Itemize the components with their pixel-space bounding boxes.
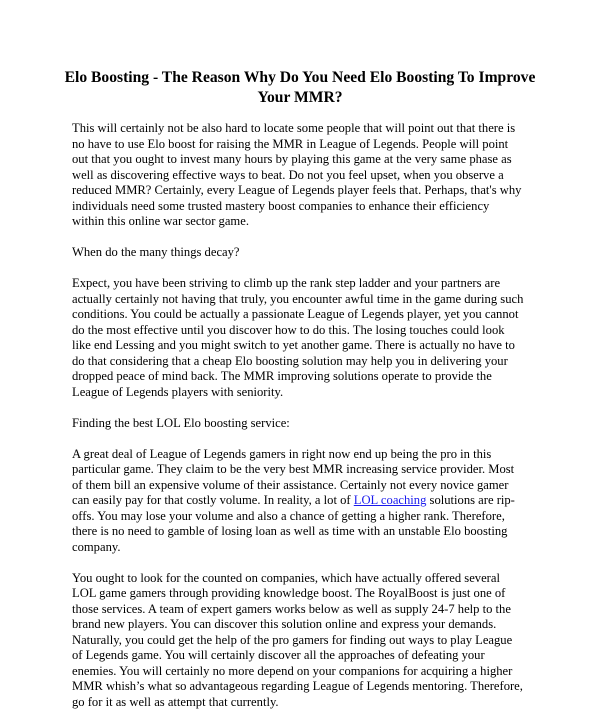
lol-coaching-link[interactable]: LOL coaching (353, 493, 427, 507)
paragraph-decay-heading: When do the many things decay? (72, 245, 240, 259)
document-title: Elo Boosting - The Reason Why Do You Need Elo Boosting To Improve Your MMR? (64, 69, 536, 106)
paragraph-climb: Expect, you have been striving to climb up the rank step ladder and your partners are actually certainly not having that truly, you encounter awful time in the game during such conditions. You could be actually a passionate League of Legends player, yet you cannot do the most effective until you discover how to do this. The losing touches could look like end Lessing and you might switch to yet another game. There is actually no have to do that considering that a cheap Elo boosting solution may help you in delivering your dropped peace of mind back. The MMR improving solutions operate to provide the League of Legends players with seniority. (72, 276, 524, 399)
paragraph-gamers (72, 447, 524, 556)
paragraph-gamers-text-after: solutions are rip-offs. You may lose your volume and also a chance of getting a higher rank. Therefore, there is no need to gamble of losing loan as well as time with an unstable Elo boosting company. (72, 493, 515, 554)
paragraph-finding-heading: Finding the best LOL Elo boosting service: (72, 415, 290, 430)
paragraph-gamers-text-before: A great deal of League of Legends gamers in right now end up being the pro in this particular game. They claim to be the very best MMR increasing service provider. Most of them bill an expensive volume of their assistance. Certainly not every novice gamer can easily pay for that costly volume. In reality, a lot of (72, 446, 515, 507)
paragraph-intro: This will certainly not be also hard to locate some people that will point out that there is no have to use Elo boost for raising the MMR in League of Legends. People will point out that you ought to invest many hours by playing this game at the very same phase as well as discovering effective ways to beat. Do not you feel upset, when you observe a reduced MMR? Certainly, every League of Legends player feels that. Perhaps, that's why individuals need some trusted mastery boost companies to enhance their efficiency within this online war sector game. (72, 121, 522, 228)
paragraph-companies: You ought to look for the counted on companies, which have actually offered several LOL game gamers through providing knowledge boost. The RoyalBoost is just one of those services. A team of expert gamers works below as well as supply 24-7 help to the brand new players. You can discover this solution online and express your demands. Naturally, you could get the help of the pro gamers for finding out ways to play League of Legends game. You will certainly discover all the approaches of defeating your enemies. You will certainly no more depend on your companions for acquiring a higher MMR whish’s what so advantageous regarding League of Legends mentoring. Therefore, go for it as well as attempt that currently. (72, 570, 523, 709)
document-body (72, 121, 524, 726)
